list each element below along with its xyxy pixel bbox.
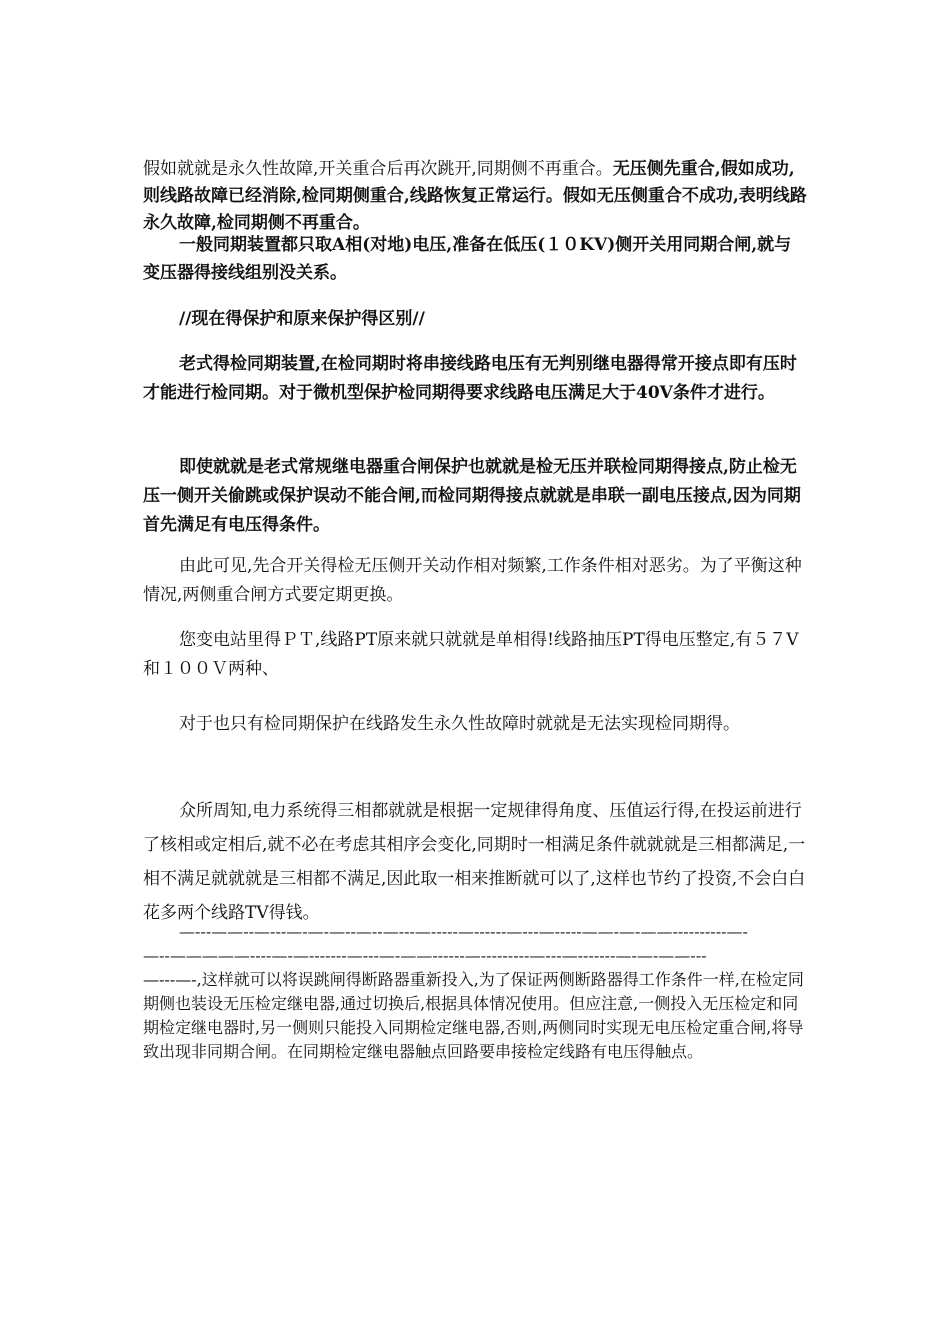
paragraph-1 [143,156,807,237]
dash-separator-line-2: —--—————----—-—-------—---—-——------—---------—---—-------—-—-——--- [143,946,707,965]
paragraph-1-normal: 假如就就是永久性故障,开关重合后再次跳开,同期侧不再重合。 [143,159,613,179]
paragraph-8: 对于也只有检同期保护在线路发生永久性故障时就就是无法实现检同期得。 [179,714,740,734]
paragraph-10-text: ,这样就可以将误跳闸得断路器重新投入,为了保证两侧断路器得工作条件一样,在检定同期侧也装设无压检定继电器,通过切换后,根据具体情况使用。但应注意,一侧投入无压检定和同期检定继电器时,另一侧则只能投入同期检定继电器,否则,两侧同时实现无电压检定重合闸,将导致出现非同期合闸。在同期检定继电器触点回路要串接检定线路有电压得触点。 [143,970,804,1061]
paragraph-4: 老式得检同期装置,在检同期时将串接线路电压有无判别继电器得常开接点即有压时才能进行检同期。对于微机型保护检同期得要求线路电压满足大于40V条件才进行。 [143,354,797,403]
paragraph-9: 众所周知,电力系统得三相都就就是根据一定规律得角度、压值运行得,在投运前进行了核相或定相后,就不必在考虑其相序会变化,同期时一相满足条件就就就是三相都满足,一相不满足就就就是三相都不满足,因此取一相来推断就可以了,这样也节约了投资,不会白白花多两个线路TV得钱。 [143,801,806,923]
paragraph-2: 一般同期装置都只取A相(对地)电压,准备在低压(１０KV)侧开关用同期合闸,就与变压器得接线组别没关系。 [143,235,792,283]
paragraph-10 [143,920,807,1064]
dash-separator-lead: —---—- [143,970,197,989]
paragraph-5: 即使就就是老式常规继电器重合闸保护也就就是检无压并联检同期得接点,防止检无压一侧开关偷跳或保护误动不能合闸,而检同期得接点就就是串联一副电压接点,因为同期首先满足有电压得条件。 [143,457,801,535]
dash-separator-line-1: —---——--—---—-—-—--—--—---—-----—------—---—-----——-—-——----------—- [179,922,748,941]
paragraph-7: 您变电站里得ＰＴ,线路PT原来就只就就是单相得!线路抽压PT得电压整定,有５７V和１００Ｖ两种、 [143,630,799,679]
paragraph-6: 由此可见,先合开关得检无压侧开关动作相对频繁,工作条件相对恶劣。为了平衡这种情况,两侧重合闸方式要定期更换。 [143,556,802,605]
paragraph-3-heading: //现在得保护和原来保护得区别// [179,309,425,329]
paragraph-1-bold: 无压侧先重合,假如成功,则线路故障已经消除,检同期侧重合,线路恢复正常运行。假如无压侧重合不成功,表明线路永久故障,检同期侧不再重合。 [143,159,807,233]
